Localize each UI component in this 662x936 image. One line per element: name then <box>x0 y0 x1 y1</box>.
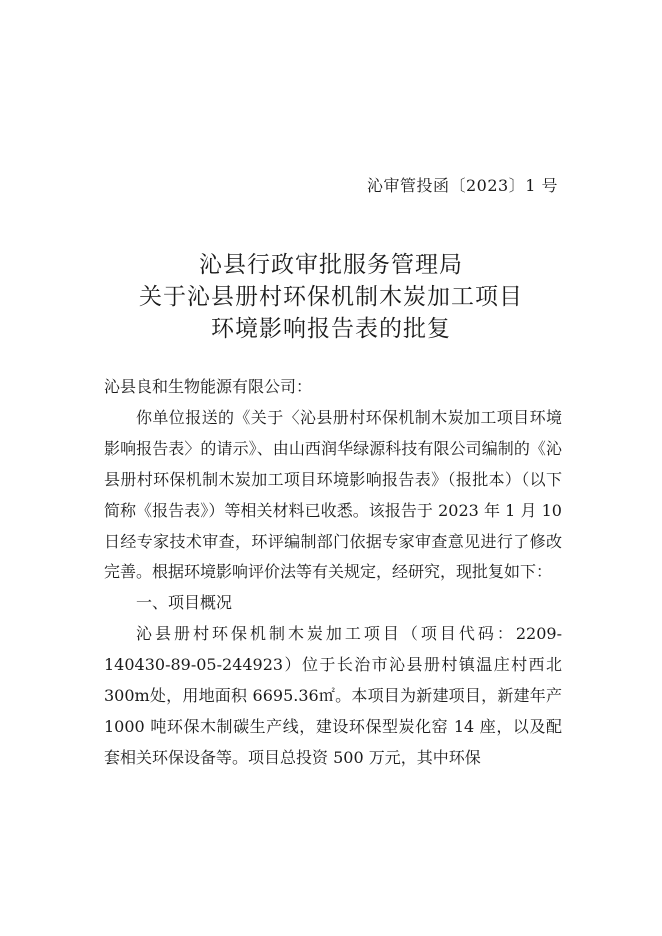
title-line-1: 沁县行政审批服务管理局 <box>199 252 463 278</box>
paragraph-project-overview: 沁县册村环保机制木炭加工项目（项目代码：2209-140430-89-05-244923）位于长治市沁县册村镇温庄村西北 300m处，用地面积 6695.36㎡。本项目为新建项目，新建年产 1000 吨环保木制碳生产线，建设环保型炭化窑 14 座，以及配套相关环保设备等。项目总投资 500 万元，其中环保 <box>104 624 562 767</box>
title-line-2: 关于沁县册村环保机制木炭加工项目 <box>139 284 523 310</box>
title-line-3: 环境影响报告表的批复 <box>211 316 451 342</box>
document-title <box>0 249 662 345</box>
section-heading-project-overview: 一、项目概况 <box>136 593 233 613</box>
addressee: 沁县良和生物能源有限公司： <box>104 377 313 396</box>
document-body <box>104 372 562 774</box>
document-number: 沁审管投函〔2023〕1 号 <box>367 176 558 195</box>
paragraph-request-received: 你单位报送的《关于〈沁县册村环保机制木炭加工项目环境影响报告表〉的请示》、由山西润华绿源科技有限公司编制的《沁县册村环保机制木炭加工项目环境影响报告表》（报批本）（以下简称《报告表》）等相关材料已收悉。该报告于 2023 年 1 月 10 日经专家技术审查，环评编制部门依据专家审查意见进行了修改完善。根据环境影响评价法等有关规定，经研究，现批复如下： <box>104 407 562 582</box>
